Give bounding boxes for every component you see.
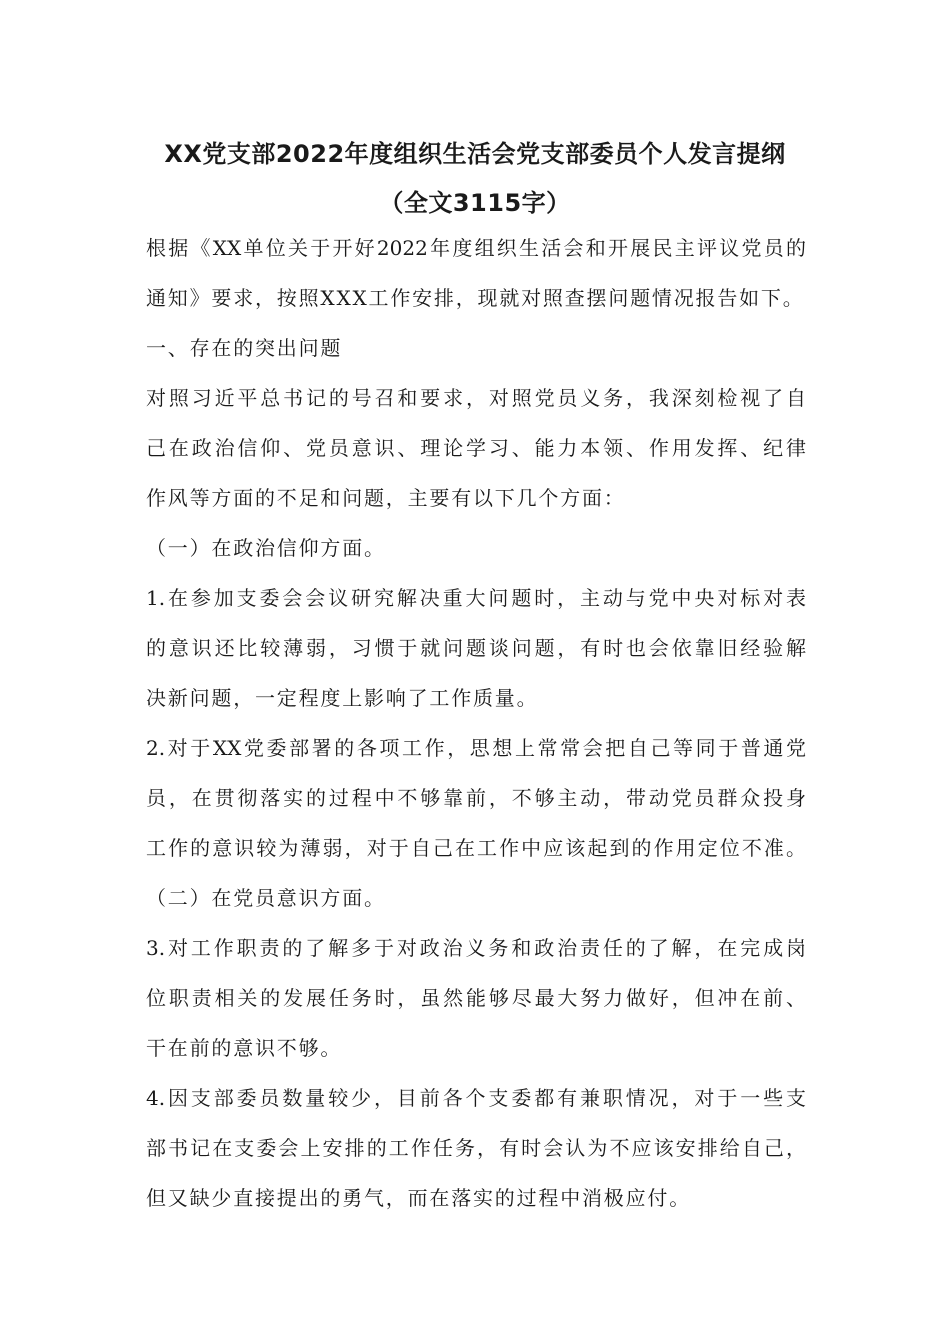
- paragraph-line: 作风等方面的不足和问题，主要有以下几个方面：: [146, 486, 626, 510]
- document-subtitle: （全文3115字）: [379, 189, 571, 217]
- paragraph-line: 工作的意识较为薄弱，对于自己在工作中应该起到的作用定位不准。: [146, 836, 806, 860]
- paragraph-line: 干在前的意识不够。: [146, 1036, 343, 1060]
- paragraph-line: 1.在参加支委会会议研究解决重大问题时，主动与党中央对标对表: [146, 586, 806, 610]
- paragraph-line: 根据《XX单位关于开好2022年度组织生活会和开展民主评议党员的: [146, 236, 806, 260]
- paragraph-line: 3.对工作职责的了解多于对政治义务和政治责任的了解，在完成岗: [146, 936, 806, 960]
- paragraph-line: 位职责相关的发展任务时，虽然能够尽最大努力做好，但冲在前、: [146, 986, 806, 1010]
- paragraph-line: 决新问题，一定程度上影响了工作质量。: [146, 686, 539, 710]
- section-heading: 一、存在的突出问题: [146, 336, 343, 360]
- paragraph-line: 员，在贯彻落实的过程中不够靠前，不够主动，带动党员群众投身: [146, 786, 806, 810]
- subsection-heading: （一）在政治信仰方面。: [146, 536, 386, 560]
- subsection-heading: （二）在党员意识方面。: [146, 886, 386, 910]
- paragraph-line: 己在政治信仰、党员意识、理论学习、能力本领、作用发挥、纪律: [146, 436, 806, 460]
- document-title: XX党支部2022年度组织生活会党支部委员个人发言提纲: [164, 140, 786, 168]
- paragraph-line: 但又缺少直接提出的勇气，而在落实的过程中消极应付。: [146, 1186, 691, 1210]
- paragraph-line: 对照习近平总书记的号召和要求，对照党员义务，我深刻检视了自: [146, 386, 806, 410]
- paragraph-line: 4.因支部委员数量较少，目前各个支委都有兼职情况，对于一些支: [146, 1086, 806, 1110]
- paragraph-line: 的意识还比较薄弱，习惯于就问题谈问题，有时也会依靠旧经验解: [146, 636, 806, 660]
- paragraph-line: 部书记在支委会上安排的工作任务，有时会认为不应该安排给自己，: [146, 1136, 806, 1160]
- paragraph-line: 通知》要求，按照XXX工作安排，现就对照查摆问题情况报告如下。: [146, 286, 805, 310]
- paragraph-line: 2.对于XX党委部署的各项工作，思想上常常会把自己等同于普通党: [146, 736, 806, 760]
